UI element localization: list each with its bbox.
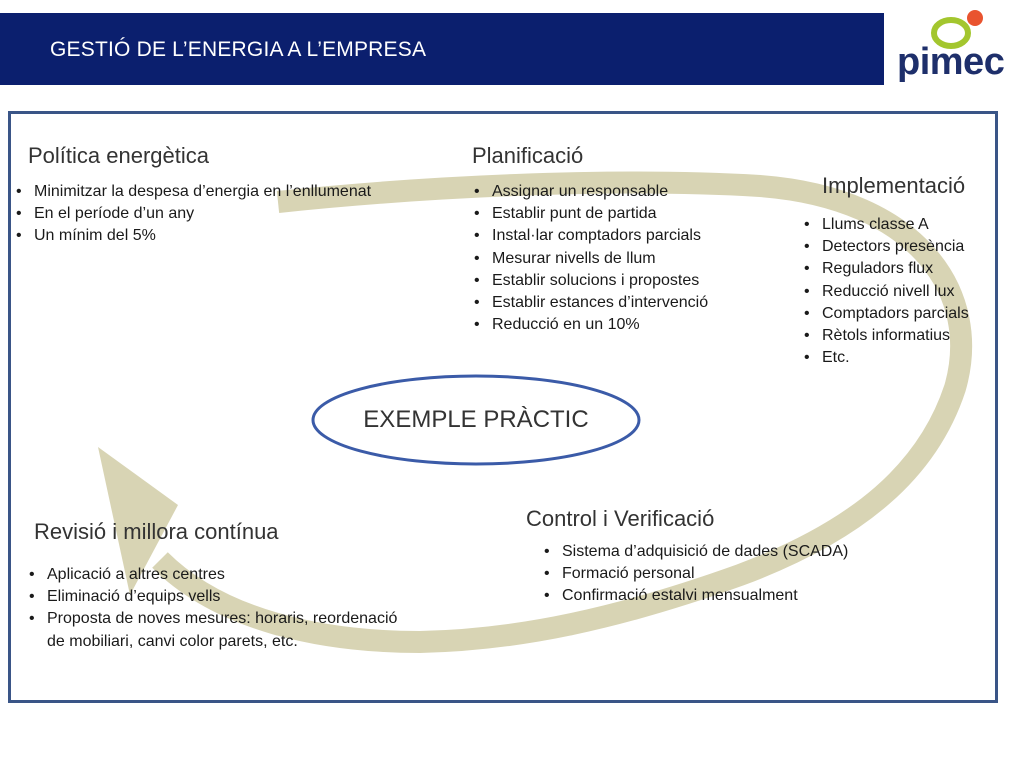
list-item: • Llums classe A: [802, 214, 969, 236]
list-item: • Minimitzar la despesa d’energia en l’enllumenat: [14, 181, 371, 203]
list-item-continuation: de mobiliari, canvi color parets, etc.: [47, 632, 298, 650]
revisio-title: Revisió i millora contínua: [34, 519, 279, 544]
list-item: • Reguladors flux: [802, 258, 969, 280]
logo-text: pimec: [897, 41, 1005, 83]
politica-list: [14, 181, 371, 248]
list-item: • Un mínim del 5%: [14, 225, 371, 247]
list-item: • Establir estances d’intervenció: [472, 292, 708, 314]
slide-title: GESTIÓ DE L’ENERGIA A L’EMPRESA: [50, 38, 427, 61]
politica-title: Política energètica: [28, 143, 209, 168]
list-item: • Mesurar nivells de llum: [472, 248, 708, 270]
list-item: • Formació personal: [542, 563, 848, 585]
list-item: • Assignar un responsable: [472, 181, 708, 203]
list-item: • Reducció en un 10%: [472, 314, 708, 336]
list-item: • Sistema d’adquisició de dades (SCADA): [542, 541, 848, 563]
implementacio-title: Implementació: [822, 173, 966, 198]
planificacio-list: [472, 181, 708, 336]
revisio-list: [27, 564, 397, 653]
list-item: • Establir punt de partida: [472, 203, 708, 225]
center-label: EXEMPLE PRÀCTIC: [363, 406, 589, 433]
list-item: • Instal·lar comptadors parcials: [472, 225, 708, 247]
list-item: • Establir solucions i propostes: [472, 270, 708, 292]
list-item: • Etc.: [802, 347, 969, 369]
control-title: Control i Verificació: [526, 506, 715, 531]
list-item: • Reducció nivell lux: [802, 281, 969, 303]
implementacio-list: [802, 214, 969, 369]
list-item: • Comptadors parcials: [802, 303, 969, 325]
list-item: • Aplicació a altres centres: [27, 564, 397, 586]
control-list: [542, 541, 848, 608]
list-item: • Rètols informatius: [802, 325, 969, 347]
list-item: • Confirmació estalvi mensualment: [542, 585, 848, 607]
list-item: • Detectors presència: [802, 236, 969, 258]
planificacio-title: Planificació: [472, 143, 584, 168]
list-item: • Eliminació d’equips vells: [27, 586, 397, 608]
list-item: • En el període d’un any: [14, 203, 371, 225]
list-item: • Proposta de noves mesures: horaris, reordenació: [27, 608, 397, 630]
